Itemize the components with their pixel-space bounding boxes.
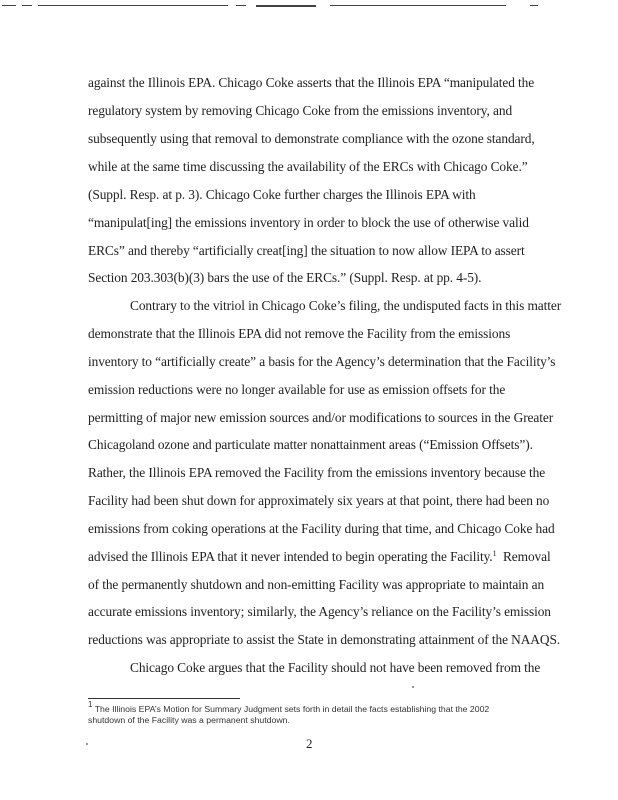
body-line-3: subsequently using that removal to demonstrate compliance with the ozone standard, [88, 131, 535, 146]
body-line-8: Section 203.303(b)(3) bars the use of the ERCs.” (Suppl. Resp. at pp. 4-5). [88, 270, 482, 285]
body-line-10: demonstrate that the Illinois EPA did not remove the Facility from the emissions [88, 326, 511, 341]
body-line-22: Chicago Coke argues that the Facility should not have been removed from the [130, 660, 541, 675]
body-line-19: of the permanently shutdown and non-emitting Facility was appropriate to maintain an [88, 577, 545, 592]
body-line-18-tail: Removal [502, 549, 551, 564]
body-line-6: “manipulat[ing] the emissions inventory in order to block the use of otherwise valid [88, 215, 529, 230]
body-line-21: reductions was appropriate to assist the State in demonstrating attainment of the NAAQS. [88, 632, 561, 647]
body-line-16: Facility had been shut down for approximately six years at that point, there had been no [88, 493, 550, 508]
footnote-marker: 1 [88, 700, 93, 709]
body-line-5: (Suppl. Resp. at p. 3). Chicago Coke further charges the Illinois EPA with [88, 187, 476, 202]
body-line-20: accurate emissions inventory; similarly, the Agency’s reliance on the Facility’s emission [88, 604, 551, 619]
footnote-separator [88, 698, 240, 699]
body-line-17: emissions from coking operations at the Facility during that time, and Chicago Coke had [88, 521, 555, 536]
body-line-14: Chicagoland ozone and particulate matter nonattainment areas (“Emission Offsets”). [88, 437, 533, 452]
footnote-line-2: shutdown of the Facility was a permanent shutdown. [88, 715, 290, 725]
scan-speck [86, 743, 88, 745]
footnote-reference: 1 [492, 549, 497, 558]
body-line-15: Rather, the Illinois EPA removed the Facility from the emissions inventory because the [88, 465, 546, 480]
body-line-11: inventory to “artificially create” a basis for the Agency’s determination that the Facility’s [88, 354, 556, 369]
body-line-18 [88, 549, 551, 565]
page-number: 2 [306, 736, 313, 751]
body-line-7: ERCs” and thereby “artificially creat[ing] the situation to now allow IEPA to assert [88, 243, 525, 258]
scan-top-rule [0, 5, 618, 8]
footnote-line-1 [88, 700, 490, 715]
body-line-18-text: advised the Illinois EPA that it never intended to begin operating the Facility. [88, 549, 493, 564]
footnote-text-1: The Illinois EPA’s Motion for Summary Judgment sets forth in detail the facts establishing that the 2002 [94, 704, 490, 714]
body-line-4: while at the same time discussing the availability of the ERCs with Chicago Coke.” [88, 159, 528, 174]
body-line-9: Contrary to the vitriol in Chicago Coke’s filing, the undisputed facts in this matter [130, 298, 562, 313]
scan-speck [412, 686, 414, 688]
body-line-12: emission reductions were no longer available for use as emission offsets for the [88, 382, 506, 397]
body-line-1: against the Illinois EPA. Chicago Coke asserts that the Illinois EPA “manipulated the [88, 75, 535, 90]
body-line-2: regulatory system by removing Chicago Coke from the emissions inventory, and [88, 103, 513, 118]
body-line-13: permitting of major new emission sources and/or modifications to sources in the Greater [88, 410, 554, 425]
